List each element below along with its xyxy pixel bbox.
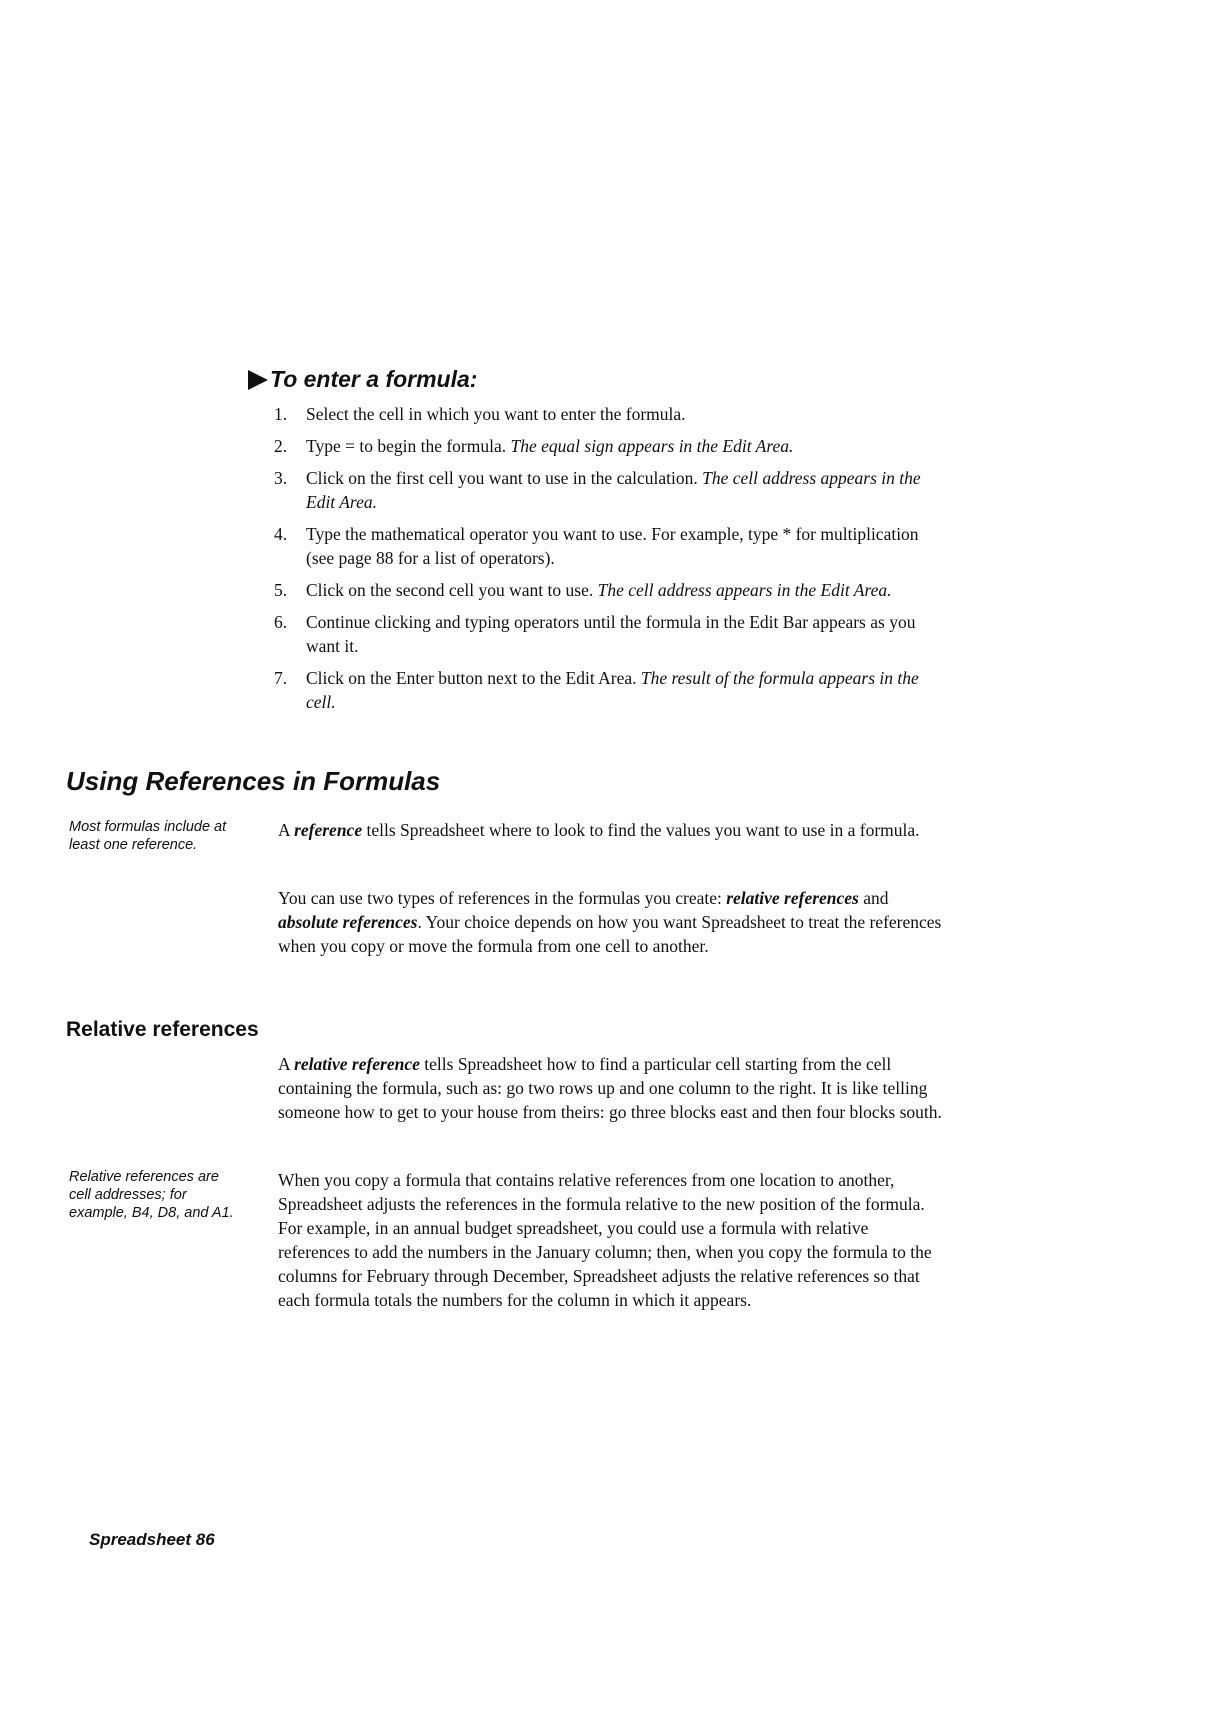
triangle-bullet-icon	[248, 370, 268, 390]
step	[274, 434, 944, 458]
step-number: 5.	[274, 580, 288, 600]
step-result: The result of the formula appears in the cell.	[306, 668, 919, 712]
step-number: 6.	[274, 612, 288, 632]
term: absolute references	[278, 912, 418, 932]
margin-note: Most formulas include at least one reference.	[69, 819, 227, 853]
paragraph: You can use two types of references in the formulas you create: relative references and absolute references. Your choice depends on how you want Spreadsheet to treat the references when you copy or move the formula from one cell to another.	[278, 888, 942, 956]
step	[274, 610, 944, 658]
step-number: 3.	[274, 468, 288, 488]
step	[274, 666, 944, 714]
margin-note: Relative references are cell addresses; for example, B4, D8, and A1.	[69, 1169, 234, 1221]
step	[274, 466, 944, 514]
step-number: 4.	[274, 524, 288, 544]
step-text: Click on the second cell you want to use.	[306, 580, 594, 600]
step-text: Type = to begin the formula.	[306, 436, 507, 456]
step	[274, 402, 944, 426]
step-number: 2.	[274, 436, 288, 456]
step-text: Continue clicking and typing operators until the formula in the Edit Bar appears as you want it.	[306, 612, 916, 656]
step	[274, 522, 944, 570]
procedure-steps	[274, 402, 944, 722]
subsection-title: Relative references	[66, 1018, 259, 1041]
paragraph: When you copy a formula that contains relative references from one location to another, Spreadsheet adjusts the references in the formula relative to the new position of the formula. For example, in an annual budget spreadsheet, you could use a formula with relative references to add the numbers in the January column; then, when you copy the formula to the columns for February through December, Spreadsheet adjusts the relative references so that each formula totals the numbers for the column in which it appears.	[278, 1170, 932, 1310]
step-number: 1.	[274, 404, 288, 424]
procedure-title: To enter a formula:	[270, 366, 478, 392]
step-text: Type the mathematical operator you want to use. For example, type * for multiplication (see page 88 for a list of operators).	[306, 524, 919, 568]
step	[274, 578, 944, 602]
term: reference	[294, 820, 363, 840]
step-result: The cell address appears in the Edit Area.	[306, 468, 921, 512]
step-number: 7.	[274, 668, 288, 688]
step-text: Select the cell in which you want to enter the formula.	[306, 404, 686, 424]
step-result: The equal sign appears in the Edit Area.	[510, 436, 794, 456]
step-text: Click on the Enter button next to the Edit Area.	[306, 668, 637, 688]
procedure-heading	[248, 366, 477, 393]
paragraph: A reference tells Spreadsheet where to look to find the values you want to use in a formula.	[278, 820, 920, 840]
step-result: The cell address appears in the Edit Area.	[597, 580, 892, 600]
page-footer: Spreadsheet 86	[89, 1530, 215, 1549]
paragraph: A relative reference tells Spreadsheet how to find a particular cell starting from the cell containing the formula, such as: go two rows up and one column to the right. It is like telling someone how to get to your house from theirs: go three blocks east and then four blocks south.	[278, 1054, 942, 1122]
term: relative reference	[294, 1054, 420, 1074]
step-text: Click on the first cell you want to use in the calculation.	[306, 468, 698, 488]
section-title: Using References in Formulas	[66, 766, 441, 796]
term: relative references	[726, 888, 859, 908]
